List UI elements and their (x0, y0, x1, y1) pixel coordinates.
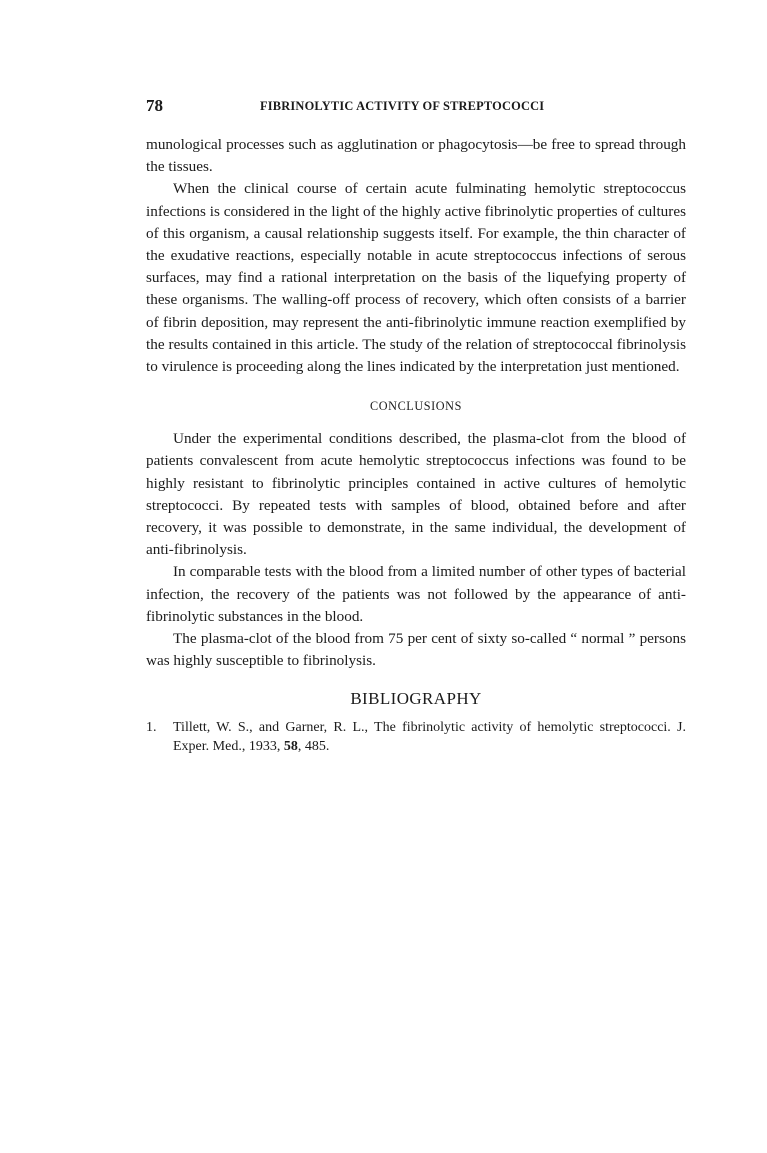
conclusion-paragraph: In comparable tests with the blood from a limited number of other types of bacterial infection, the recovery of the patients was not followed by the appearance of anti-fibrinolytic substances in the blood. (146, 563, 686, 625)
reference-number: 1. (146, 720, 157, 736)
reference-citation: Tillett, W. S., and Garner, R. L., The fibrinolytic activity of hemolytic streptococci. J. Exper. Med., 1933, (173, 720, 686, 755)
bibliography-section (146, 689, 686, 756)
bibliography-entry (146, 718, 686, 756)
reference-pages: , 485. (297, 739, 330, 755)
body-paragraph: When the clinical course of certain acute fulminating hemolytic streptococcus infections is considered in the light of the highly active fibrinolytic properties of cultures of this organism, a causal relationship suggests itself. For example, the thin character of the exudative reactions, especially notable in acute streptococcus infections of serous surfaces, may find a rational interpretation on the basis of the liquefying property of these organisms. The walling-off process of recovery, which often consists of a barrier of fibrin deposition, may represent the anti-fibrinolytic immune reaction exemplified by the results contained in this article. The study of the relation of streptococcal fibrinolysis to virulence is proceeding along the lines indicated by the interpretation just mentioned. (146, 180, 686, 376)
bibliography-heading: BIBLIOGRAPHY (350, 689, 482, 709)
conclusions-section (146, 398, 686, 672)
conclusion-paragraph: Under the experimental conditions described, the plasma-clot from the blood of patients convalescent from acute hemolytic streptococcus infections was found to be highly resistant to fibrinolytic principles contained in active cultures of hemolytic streptococci. By repeated tests with samples of blood, obtained before and after recovery, it was possible to demonstrate, in the same individual, the development of anti-fibrinolysis. (146, 430, 686, 559)
conclusions-heading: CONCLUSIONS (370, 399, 462, 414)
body-paragraph: munological processes such as agglutination or phagocytosis—be free to spread through the tissues. (146, 136, 686, 176)
running-head (146, 96, 686, 120)
conclusion-paragraph: The plasma-clot of the blood from 75 per cent of sixty so-called “ normal ” persons was highly susceptible to fibrinolysis. (146, 630, 686, 670)
reference-text (173, 718, 686, 756)
page-number: 78 (146, 96, 163, 115)
body-text (146, 134, 686, 378)
running-title: FIBRINOLYTIC ACTIVITY OF STREPTOCOCCI (260, 99, 545, 113)
page-content (146, 96, 686, 756)
reference-volume: 58 (283, 739, 298, 755)
